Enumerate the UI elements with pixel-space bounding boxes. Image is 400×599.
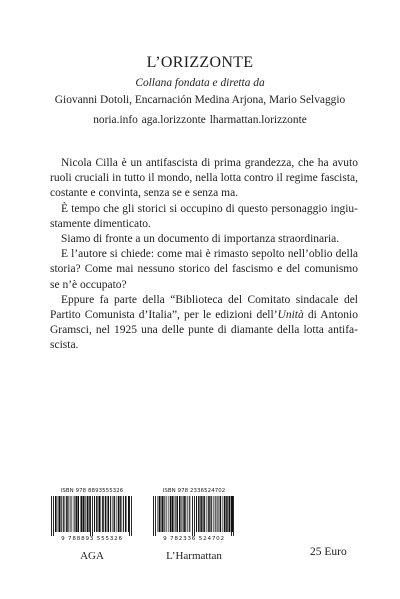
series-links: noria.info aga.lorizzonte lharmattan.lorizzonte (93, 114, 307, 126)
barcode-aga (50, 488, 134, 543)
blurb (50, 156, 358, 354)
series-header (0, 54, 400, 128)
series-subtitle: Collana fondata e diretta da (135, 77, 265, 89)
blurb-paragraph-5-start: Eppure fa parte della “Biblioteca del Comitato sindacale del Partito Comunista d’Italia”, per le edizioni dell’ (50, 293, 358, 322)
series-editors: Giovanni Dotoli, Encarnación Medina Arjona, Mario Selvaggio (54, 94, 346, 106)
barcode-isbn: ISBN 978 2336524702 (162, 488, 226, 494)
blurb-paragraph-5 (50, 293, 358, 354)
blurb-paragraph-1: Nicola Cilla è un antifascista di prima grandezza, che ha avuto ruoli cruciali in tutto il mondo, nella lotta contro il regime fascista, costante e convinta, senza se e senza ma. (50, 157, 358, 200)
publisher-label-harmattan: L’Harmattan (166, 550, 222, 562)
barcode-bars-image (152, 496, 236, 536)
barcode-bars-image (50, 496, 134, 536)
barcode-isbn: ISBN 978 8893555326 (60, 488, 124, 494)
blurb-paragraph-5-end: di Antonio Gramsci, nel 1925 una delle punte di diamante della lotta antifascista. (50, 309, 358, 352)
publisher-label-aga: AGA (80, 550, 104, 562)
blurb-paragraph-2: È tempo che gli storici si occupino di questo personaggio ingiustamente dimenticato. (50, 202, 358, 230)
barcode-digits: 9 788893 555326 (61, 536, 123, 542)
series-title: L’ORIZZONTE (146, 54, 254, 71)
blurb-paragraph-5-italic: Unità (277, 309, 304, 322)
barcode-harmattan (152, 488, 236, 543)
blurb-paragraph-3: Siamo di fronte a un documento di importanza straordinaria. (61, 233, 340, 246)
barcode-digits: 9 782336 524702 (163, 536, 225, 542)
price: 25 Euro (310, 546, 347, 558)
blurb-paragraph-4: E l’autore si chiede: come mai è rimasto sepolto nell’oblio della storia? Come mai nessuno storico del fascismo e del comunismo se n’è occupato? (50, 248, 358, 291)
